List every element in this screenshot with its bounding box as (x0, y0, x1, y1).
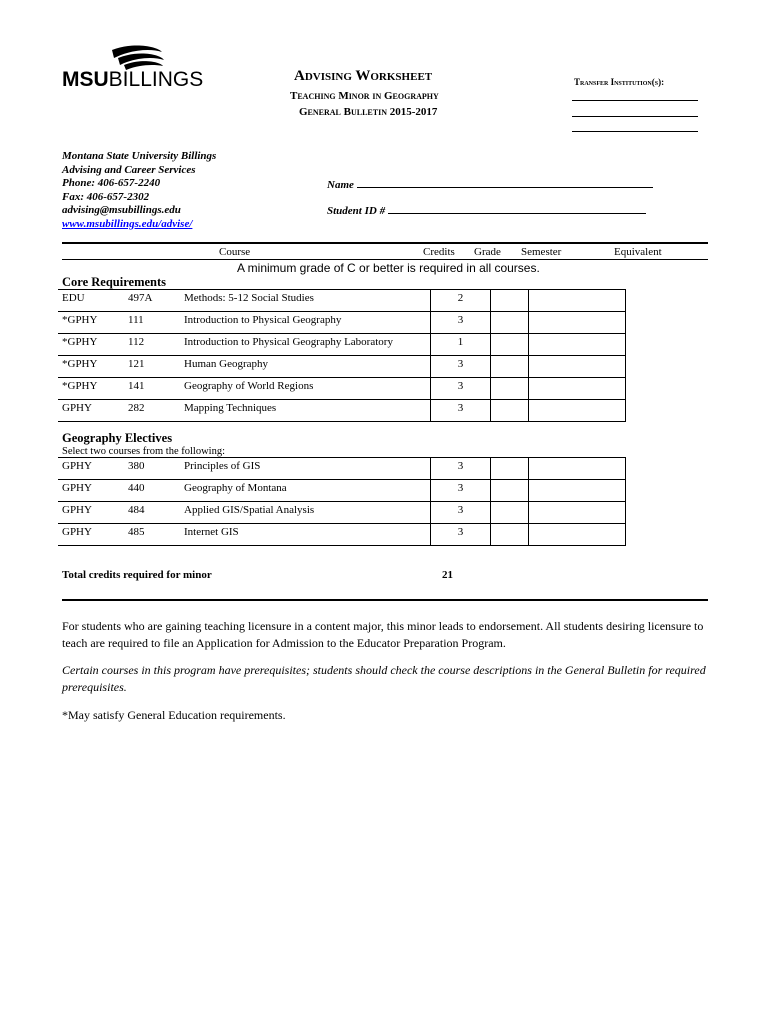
gen-ed-note: *May satisfy General Education requirements. (62, 708, 286, 722)
course-row (58, 480, 626, 502)
course-dept: GPHY (58, 458, 128, 480)
grade-box[interactable] (491, 458, 529, 480)
grade-box[interactable] (491, 480, 529, 502)
email: advising@msubillings.edu (62, 204, 181, 216)
program-title: Teaching Minor in Geography (290, 90, 439, 102)
col-course: Course (219, 246, 251, 258)
course-number: 141 (128, 378, 184, 400)
university-name: Montana State University Billings (62, 150, 217, 162)
col-equivalent: Equivalent (614, 246, 662, 258)
phone: Phone: 406-657-2240 (62, 177, 161, 189)
prerequisite-note: Certain courses in this program have prerequisites; students should check the course descriptions in the General Bulletin for required prerequisites. (62, 663, 706, 694)
course-title: Principles of GIS (184, 458, 431, 480)
logo-wordmark: MSUBILLINGS (62, 68, 204, 91)
course-row (58, 524, 626, 546)
course-number: 282 (128, 400, 184, 422)
transfer-institution-label: Transfer Institution(s): (574, 77, 665, 87)
course-dept: *GPHY (58, 312, 128, 334)
grade-box[interactable] (491, 524, 529, 546)
course-credits: 3 (431, 400, 491, 422)
col-semester: Semester (521, 246, 562, 258)
course-number: 485 (128, 524, 184, 546)
course-number: 111 (128, 312, 184, 334)
transfer-line-2[interactable] (572, 116, 698, 117)
semester-box[interactable] (529, 334, 626, 356)
course-credits: 3 (431, 502, 491, 524)
semester-box[interactable] (529, 480, 626, 502)
course-number: 484 (128, 502, 184, 524)
total-value: 21 (442, 569, 453, 581)
grade-box[interactable] (491, 312, 529, 334)
course-credits: 3 (431, 524, 491, 546)
course-credits: 3 (431, 458, 491, 480)
website-link[interactable]: www.msubillings.edu/advise/ (62, 217, 193, 230)
semester-box[interactable] (529, 502, 626, 524)
semester-box[interactable] (529, 378, 626, 400)
electives-heading: Geography Electives (62, 431, 173, 445)
course-credits: 3 (431, 356, 491, 378)
course-credits: 1 (431, 334, 491, 356)
course-row (58, 356, 626, 378)
semester-box[interactable] (529, 400, 626, 422)
course-dept: *GPHY (58, 378, 128, 400)
course-title: Introduction to Physical Geography Laboratory (184, 334, 431, 356)
course-title: Human Geography (184, 356, 431, 378)
course-credits: 3 (431, 378, 491, 400)
grade-box[interactable] (491, 502, 529, 524)
core-table (58, 289, 626, 422)
course-title: Mapping Techniques (184, 400, 431, 422)
total-label: Total credits required for minor (62, 569, 212, 581)
course-dept: GPHY (58, 524, 128, 546)
course-dept: EDU (58, 290, 128, 312)
course-title: Introduction to Physical Geography (184, 312, 431, 334)
course-title: Geography of Montana (184, 480, 431, 502)
bulletin-title: General Bulletin 2015-2017 (299, 106, 438, 118)
course-row (58, 312, 626, 334)
office-name: Advising and Career Services (62, 163, 196, 176)
grade-note: A minimum grade of C or better is required in all courses. (237, 261, 540, 275)
course-row (58, 400, 626, 422)
course-number: 112 (128, 334, 184, 356)
semester-box[interactable] (529, 524, 626, 546)
semester-box[interactable] (529, 356, 626, 378)
course-number: 121 (128, 356, 184, 378)
course-title: Methods: 5-12 Social Studies (184, 290, 431, 312)
grade-box[interactable] (491, 334, 529, 356)
transfer-line-1[interactable] (572, 100, 698, 101)
course-number: 440 (128, 480, 184, 502)
page-title: Advising Worksheet (294, 68, 433, 84)
electives-instruction: Select two courses from the following: (62, 446, 226, 457)
course-dept: *GPHY (58, 334, 128, 356)
transfer-line-3[interactable] (572, 131, 698, 132)
course-row (58, 502, 626, 524)
semester-box[interactable] (529, 458, 626, 480)
course-dept: GPHY (58, 480, 128, 502)
name-field[interactable]: Name (327, 177, 653, 191)
course-number: 380 (128, 458, 184, 480)
course-row (58, 458, 626, 480)
course-credits: 3 (431, 312, 491, 334)
grade-box[interactable] (491, 378, 529, 400)
contact-block (62, 150, 216, 231)
course-row (58, 334, 626, 356)
course-row (58, 290, 626, 312)
semester-box[interactable] (529, 312, 626, 334)
course-credits: 2 (431, 290, 491, 312)
electives-table (58, 457, 626, 546)
course-number: 497A (128, 290, 184, 312)
licensure-note: For students who are gaining teaching licensure in a content major, this minor leads to endorsement. All students desiring licensure to teach are required to file an Application for Admission to the Educator Preparation Program. (62, 619, 704, 650)
fax: Fax: 406-657-2302 (62, 190, 150, 203)
grade-box[interactable] (491, 290, 529, 312)
course-row (58, 378, 626, 400)
grade-box[interactable] (491, 400, 529, 422)
grade-box[interactable] (491, 356, 529, 378)
course-dept: GPHY (58, 502, 128, 524)
course-dept: *GPHY (58, 356, 128, 378)
course-credits: 3 (431, 480, 491, 502)
course-title: Applied GIS/Spatial Analysis (184, 502, 431, 524)
semester-box[interactable] (529, 290, 626, 312)
course-dept: GPHY (58, 400, 128, 422)
course-title: Geography of World Regions (184, 378, 431, 400)
col-credits: Credits (423, 246, 455, 258)
student-id-field[interactable]: Student ID # (327, 203, 646, 217)
core-heading: Core Requirements (62, 275, 167, 289)
course-title: Internet GIS (184, 524, 431, 546)
col-grade: Grade (474, 246, 501, 258)
